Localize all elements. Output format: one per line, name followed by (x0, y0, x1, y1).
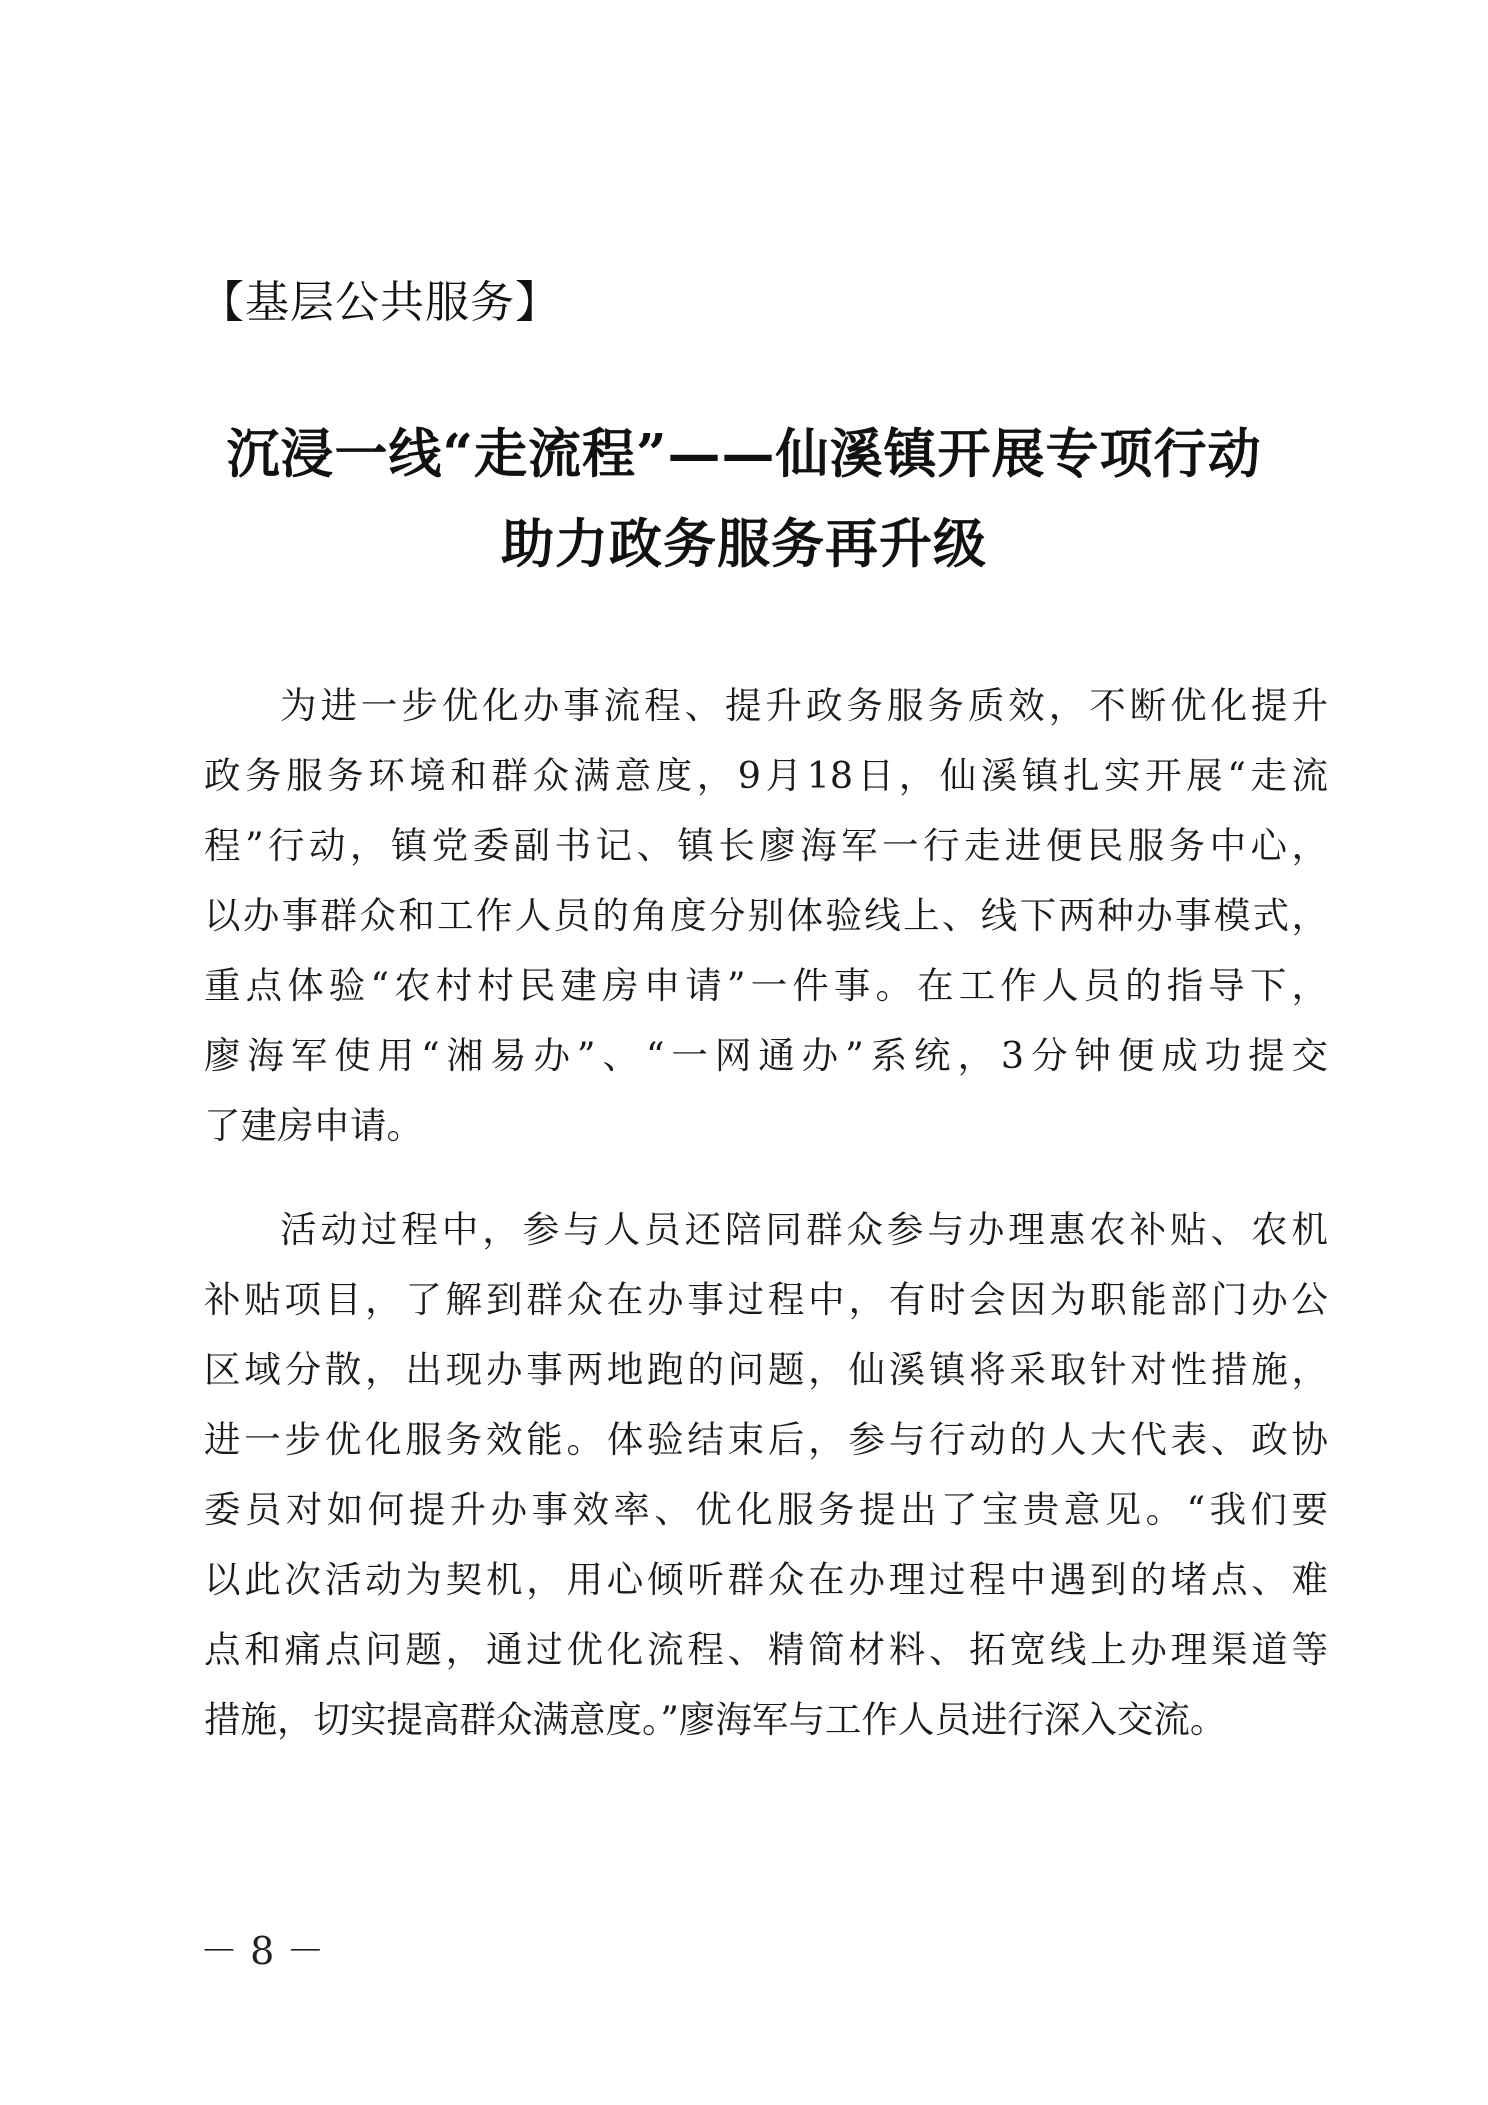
article-title-line-1: 沉浸一线“走流程”——仙溪镇开展专项行动 (226, 423, 1262, 485)
paragraph-2-line-2: 补贴项目，了解到群众在办事过程中，有时会因为职能部门办公 (204, 1278, 1328, 1321)
paragraph-2-line-5: 委员对如何提升办事效率、优化服务提出了宝贵意见。“我们要 (204, 1488, 1328, 1531)
paragraph-1-line-4: 以办事群众和工作人员的角度分别体验线上、线下两种办事模式， (204, 894, 1328, 937)
paragraph-1-line-2: 政务服务环境和群众满意度，9月18日，仙溪镇扎实开展“走流 (204, 754, 1328, 797)
paragraph-2-line-1: 活动过程中，参与人员还陪同群众参与办理惠农补贴、农机 (280, 1208, 1328, 1251)
paragraph-1-line-6: 廖海军使用“湘易办”、“一网通办”系统，3分钟便成功提交 (204, 1034, 1328, 1077)
article-title-line-2: 助力政务服务再升级 (501, 513, 987, 575)
paragraph-1-line-3: 程”行动，镇党委副书记、镇长廖海军一行走进便民服务中心， (204, 824, 1328, 867)
paragraph-1-line-5: 重点体验“农村村民建房申请”一件事。在工作人员的指导下， (204, 964, 1328, 1007)
section-tag: 【基层公共服务】 (200, 277, 560, 328)
paragraph-2-line-8: 措施，切实提高群众满意度。”廖海军与工作人员进行深入交流。 (204, 1698, 1227, 1741)
paragraph-2-line-7: 点和痛点问题，通过优化流程、精简材料、拓宽线上办理渠道等 (204, 1628, 1328, 1671)
paragraph-1-line-7: 了建房申请。 (204, 1104, 423, 1147)
paragraph-2-line-6: 以此次活动为契机，用心倾听群众在办理过程中遇到的堵点、难 (204, 1558, 1328, 1601)
paragraph-1-line-1: 为进一步优化办事流程、提升政务服务质效，不断优化提升 (280, 684, 1328, 727)
page-number: － 8 － (200, 1929, 325, 1973)
paragraph-2-line-3: 区域分散，出现办事两地跑的问题，仙溪镇将采取针对性措施， (204, 1348, 1328, 1391)
paragraph-2-line-4: 进一步优化服务效能。体验结束后，参与行动的人大代表、政协 (204, 1418, 1328, 1461)
